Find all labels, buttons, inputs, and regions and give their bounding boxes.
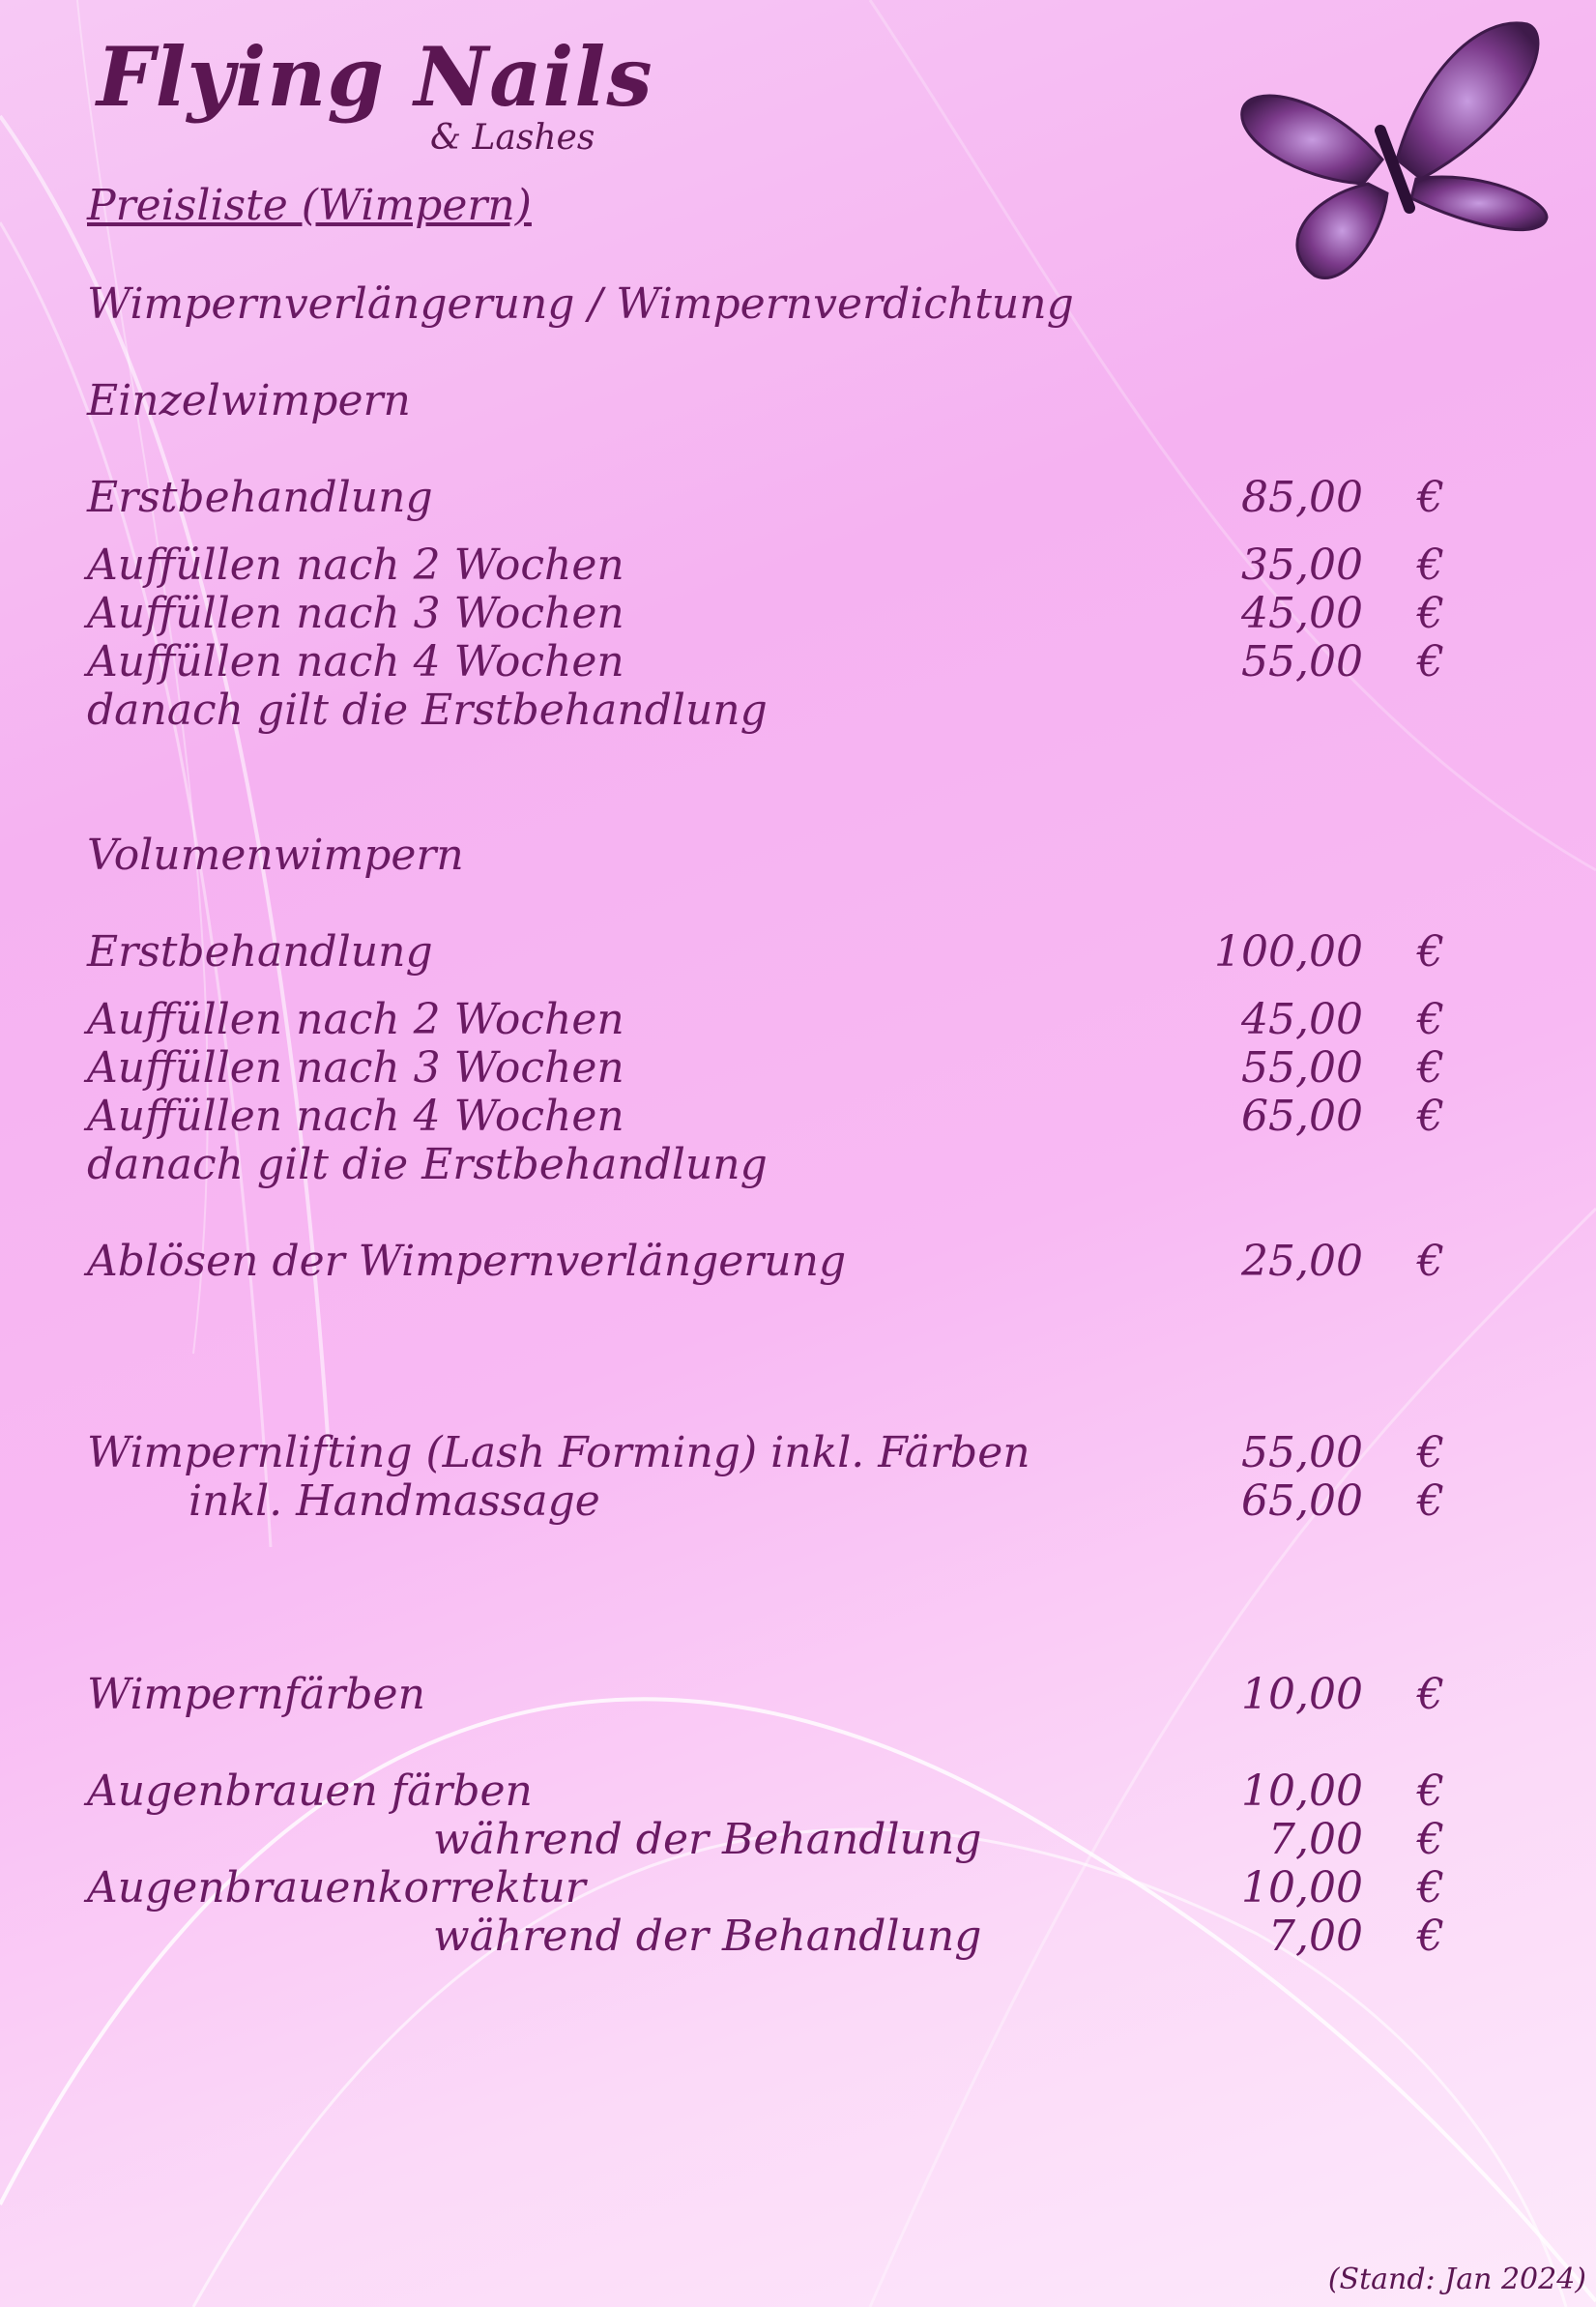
butterfly-icon <box>1237 15 1556 295</box>
currency: € <box>1417 1670 1444 1719</box>
currency: € <box>1417 1863 1444 1913</box>
brow-row <box>87 1913 1460 1961</box>
price-label: Augenbrauen färben <box>87 1767 533 1816</box>
currency: € <box>1417 637 1444 686</box>
price-label: Wimpernfärben <box>87 1670 425 1719</box>
price-row <box>87 1044 1460 1093</box>
price-value: 55,00 <box>1241 637 1363 686</box>
removal-row <box>87 1238 1460 1286</box>
price-row <box>87 590 1460 638</box>
brand-subtitle: & Lashes <box>430 118 595 158</box>
price-value: 65,00 <box>1241 1476 1363 1526</box>
brand-name: Flying Nails <box>97 29 653 125</box>
price-label: Erstbehandlung <box>87 927 433 977</box>
price-value: 55,00 <box>1241 1043 1363 1093</box>
currency: € <box>1417 1092 1444 1141</box>
currency: € <box>1417 1912 1444 1961</box>
price-label: während der Behandlung <box>433 1912 982 1961</box>
price-label: Auffüllen nach 2 Wochen <box>87 995 624 1044</box>
price-label: Augenbrauenkorrektur <box>87 1863 586 1913</box>
currency: € <box>1417 589 1444 638</box>
price-row <box>87 541 1460 590</box>
price-label: Auffüllen nach 2 Wochen <box>87 540 624 590</box>
currency: € <box>1417 1043 1444 1093</box>
einzel-note: danach gilt die Erstbehandlung <box>87 686 768 735</box>
price-value: 10,00 <box>1241 1767 1363 1816</box>
price-value: 35,00 <box>1241 540 1363 590</box>
price-value: 85,00 <box>1241 473 1363 522</box>
price-row <box>87 638 1460 686</box>
price-value: 7,00 <box>1268 1815 1363 1864</box>
currency: € <box>1417 1476 1444 1526</box>
lifting-row <box>87 1429 1460 1477</box>
price-value: 45,00 <box>1241 589 1363 638</box>
currency: € <box>1417 473 1444 522</box>
currency: € <box>1417 1815 1444 1864</box>
price-label: Auffüllen nach 3 Wochen <box>87 1043 624 1093</box>
tinting-row <box>87 1671 1460 1719</box>
price-row <box>87 928 1460 977</box>
volumen-note: danach gilt die Erstbehandlung <box>87 1140 768 1189</box>
price-value: 55,00 <box>1241 1428 1363 1477</box>
price-value: 65,00 <box>1241 1092 1363 1141</box>
price-value: 100,00 <box>1214 927 1363 977</box>
price-label: Erstbehandlung <box>87 473 433 522</box>
volumen-title: Volumenwimpern <box>87 831 464 880</box>
brow-row <box>87 1864 1460 1913</box>
price-value: 45,00 <box>1241 995 1363 1044</box>
currency: € <box>1417 1767 1444 1816</box>
currency: € <box>1417 1428 1444 1477</box>
price-label: Wimpernlifting (Lash Forming) inkl. Färben <box>87 1428 1030 1477</box>
brow-row <box>87 1767 1460 1816</box>
currency: € <box>1417 995 1444 1044</box>
lifting-sub-row <box>87 1477 1460 1526</box>
einzel-title: Einzelwimpern <box>87 376 411 425</box>
section-title: Wimpernverlängerung / Wimpernverdichtung <box>87 279 1074 329</box>
price-row <box>87 996 1460 1044</box>
brow-row <box>87 1816 1460 1864</box>
price-label: Auffüllen nach 4 Wochen <box>87 637 624 686</box>
price-value: 7,00 <box>1268 1912 1363 1961</box>
price-row <box>87 474 1460 522</box>
price-label: während der Behandlung <box>433 1815 982 1864</box>
footer-date: (Stand: Jan 2024) <box>1327 2263 1586 2296</box>
price-label: Auffüllen nach 3 Wochen <box>87 589 624 638</box>
price-value: 10,00 <box>1241 1670 1363 1719</box>
price-value: 25,00 <box>1241 1237 1363 1286</box>
page-heading: Preisliste (Wimpern) <box>87 181 532 230</box>
price-value: 10,00 <box>1241 1863 1363 1913</box>
price-label: inkl. Handmassage <box>189 1476 600 1526</box>
currency: € <box>1417 540 1444 590</box>
price-label: Ablösen der Wimpernverlängerung <box>87 1237 847 1286</box>
currency: € <box>1417 927 1444 977</box>
price-row <box>87 1093 1460 1141</box>
currency: € <box>1417 1237 1444 1286</box>
price-label: Auffüllen nach 4 Wochen <box>87 1092 624 1141</box>
